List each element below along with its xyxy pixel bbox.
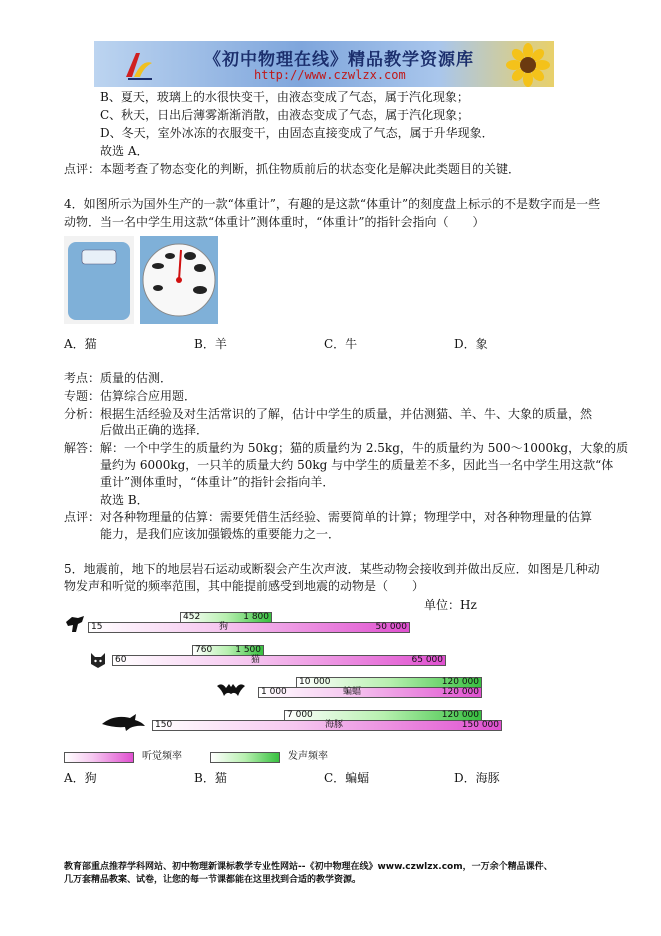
dog-hear-bar bbox=[88, 622, 410, 633]
dolphin-emit-min: 7 000 bbox=[287, 710, 313, 720]
dolphin-hear-min: 150 bbox=[155, 720, 173, 730]
unit-label: 单位：Hz bbox=[424, 598, 477, 612]
q4-stem-line1: 4．如图所示为国外生产的一款“体重计”，有趣的是这款“体重计”的刻度盘上标示的不是数字而是一些 bbox=[64, 197, 601, 211]
legend-emit-label: 发声频率 bbox=[288, 751, 328, 762]
q5-option-b: B．猫 bbox=[194, 771, 227, 785]
q4-fenxi-line2: 后做出正确的选择． bbox=[100, 423, 209, 437]
q4-option-c: C．牛 bbox=[324, 337, 358, 351]
q4-jieda-line1: 解：一个中学生的质量约为 50kg；猫的质量约为 2.5kg，牛的质量约为 500～1000kg，大象的质 bbox=[100, 441, 629, 455]
q4-jieda-label: 解答： bbox=[64, 441, 101, 455]
bat-emit-max: 120 000 bbox=[441, 677, 479, 687]
cat-emit-max: 1 500 bbox=[235, 645, 261, 655]
q3-option-d: D、冬天，室外冰冻的衣服变干，由固态直接变成了气态，属于升华现象． bbox=[100, 126, 494, 140]
q3-option-b: B、夏天，玻璃上的水很快变干，由液态变成了气态，属于汽化现象； bbox=[100, 90, 469, 104]
q4-option-a: A．猫 bbox=[64, 337, 97, 351]
q4-comment-label: 点评： bbox=[64, 510, 101, 524]
q3-option-c: C、秋天，日出后薄雾渐渐消散，由液态变成了气态，属于汽化现象； bbox=[100, 108, 470, 122]
cat-hear-max: 65 000 bbox=[411, 655, 443, 665]
q4-kaodian-label: 考点： bbox=[64, 371, 101, 385]
logo-icon bbox=[122, 49, 156, 81]
q5-stem-line1: 5．地震前，地下的地层岩石运动或断裂会产生次声波．某些动物会接收到并做出反应．如图是几种动 bbox=[64, 562, 600, 576]
dog-emit-min: 452 bbox=[183, 612, 201, 622]
q4-comment-line2: 能力，是我们应该加强锻炼的重要能力之一． bbox=[100, 527, 341, 541]
q3-comment-label: 点评： bbox=[64, 162, 101, 176]
q3-answer: 故选 A． bbox=[100, 144, 149, 158]
dog-hear-min: 15 bbox=[91, 622, 103, 632]
q4-answer: 故选 B． bbox=[100, 493, 149, 507]
q4-jieda-line2: 量约为 6000kg，一只羊的质量大约 50kg 与中学生的质量差不多，因此当一名中学生用这款“体 bbox=[100, 458, 614, 472]
dolphin-hear-max: 150 000 bbox=[461, 720, 499, 730]
site-url[interactable]: http://www.czwlzx.com bbox=[254, 68, 406, 82]
q5-option-a: A．狗 bbox=[64, 771, 97, 785]
bat-hear-max: 120 000 bbox=[441, 687, 479, 697]
cat-icon bbox=[88, 650, 108, 670]
q4-fenxi-line1: 根据生活经验及对生活常识的了解，估计中学生的质量，并估测猫、羊、牛、大象的质量，然 bbox=[100, 407, 593, 421]
legend-emit-swatch bbox=[210, 752, 280, 763]
legend-hear-swatch bbox=[64, 752, 134, 763]
q5-stem-line2: 物发声和听觉的频率范围，其中能提前感受到地震的动物是（ ） bbox=[64, 579, 425, 593]
cat-hear-bar bbox=[112, 655, 446, 666]
scale-photo bbox=[64, 236, 134, 324]
site-title: 《初中物理在线》精品教学资源库 bbox=[204, 50, 474, 70]
q4-zhuanti-label: 专题： bbox=[64, 389, 101, 403]
dog-emit-max: 1 800 bbox=[243, 612, 269, 622]
sunflower-icon bbox=[506, 43, 550, 87]
dolphin-name: 海豚 bbox=[325, 720, 344, 730]
footer-line1: 教育部重点推荐学科网站、初中物理新课标教学专业性网站--《初中物理在线》www.czwlzx.com，一万余个精品课件、 bbox=[64, 862, 553, 872]
q4-comment-line1: 对各种物理量的估算：需要凭借生活经验、需要简单的计算；物理学中，对各种物理量的估算 bbox=[100, 510, 593, 524]
cat-emit-min: 760 bbox=[195, 645, 213, 655]
bat-emit-min: 10 000 bbox=[299, 677, 331, 687]
cat-hear-min: 60 bbox=[115, 655, 127, 665]
q4-option-b: B．羊 bbox=[194, 337, 227, 351]
q4-fenxi-label: 分析： bbox=[64, 407, 101, 421]
legend-hear-label: 听觉频率 bbox=[142, 751, 182, 762]
q4-stem-line2: 动物．当一名中学生用这款“体重计”测体重时，“体重计”的指针会指向（ ） bbox=[64, 215, 485, 229]
q4-zhuanti: 估算综合应用题． bbox=[100, 389, 197, 403]
footer-line2: 几万套精品教案、试卷，让您的每一节课都能在这里找到合适的教学资源。 bbox=[64, 875, 362, 885]
q3-comment: 本题考查了物态变化的判断，抓住物质前后的状态变化是解决此类题目的关键． bbox=[100, 162, 521, 176]
q5-option-c: C．蝙蝠 bbox=[324, 771, 370, 785]
bat-hear-min: 1 000 bbox=[261, 687, 287, 697]
q4-option-d: D．象 bbox=[454, 337, 488, 351]
dolphin-hear-bar bbox=[152, 720, 502, 731]
cat-name: 猫 bbox=[251, 655, 261, 665]
header-banner bbox=[94, 41, 554, 87]
page-footer bbox=[64, 861, 624, 887]
q4-jieda-line3: 重计”测体重时，“体重计”的指针会指向羊． bbox=[100, 475, 335, 489]
dog-hear-max: 50 000 bbox=[375, 622, 407, 632]
bat-name: 蝙蝠 bbox=[343, 687, 362, 697]
bat-hear-bar bbox=[258, 687, 482, 698]
scale-dial-photo bbox=[140, 236, 218, 324]
dog-name: 狗 bbox=[219, 622, 229, 632]
dog-icon bbox=[64, 614, 86, 634]
q4-kaodian: 质量的估测． bbox=[100, 371, 173, 385]
dolphin-emit-max: 120 000 bbox=[441, 710, 479, 720]
dolphin-icon bbox=[100, 712, 146, 732]
q5-option-d: D．海豚 bbox=[454, 771, 500, 785]
bat-icon bbox=[216, 680, 246, 698]
